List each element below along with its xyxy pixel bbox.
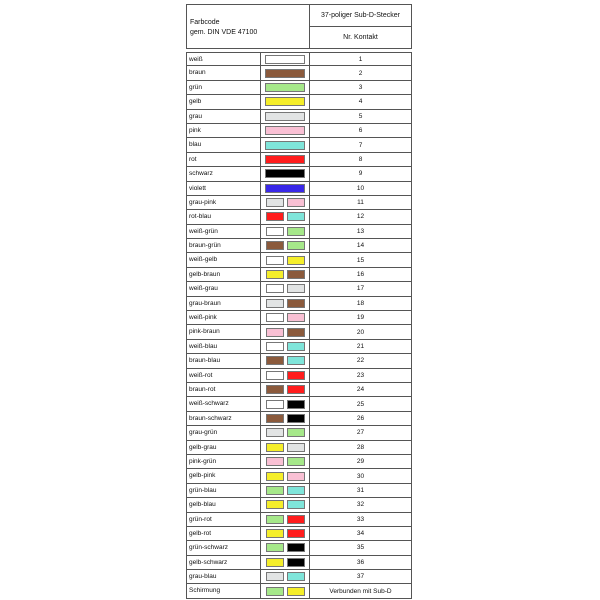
color-name: grau-braun bbox=[187, 297, 261, 310]
color-swatch bbox=[266, 241, 284, 250]
color-name: grau-blau bbox=[187, 570, 261, 583]
table-row bbox=[186, 253, 412, 267]
color-swatch bbox=[287, 212, 305, 221]
contact-number: 28 bbox=[356, 443, 365, 451]
table-row bbox=[186, 527, 412, 541]
color-swatch bbox=[266, 472, 284, 481]
color-swatch-cell bbox=[261, 53, 310, 65]
color-name: braun-rot bbox=[187, 383, 261, 396]
color-name: grün-rot bbox=[187, 513, 261, 526]
color-swatch bbox=[266, 212, 284, 221]
table-row bbox=[186, 239, 412, 253]
color-name: Schirmung bbox=[187, 584, 261, 597]
color-swatch-cell bbox=[261, 498, 310, 511]
contact-number: 20 bbox=[356, 328, 365, 336]
contact-number: 30 bbox=[356, 472, 365, 480]
color-swatch-cell bbox=[261, 124, 310, 137]
color-swatch-cell bbox=[261, 153, 310, 166]
table-row bbox=[186, 210, 412, 224]
color-name: gelb-pink bbox=[187, 469, 261, 482]
color-swatch bbox=[266, 342, 284, 351]
color-swatch-cell bbox=[261, 556, 310, 569]
color-swatch bbox=[266, 543, 284, 552]
color-swatch-cell bbox=[261, 66, 310, 79]
color-swatch bbox=[266, 457, 284, 466]
heading-line-1: Farbcode bbox=[190, 19, 220, 26]
color-swatch bbox=[287, 227, 305, 236]
contact-number: 32 bbox=[356, 501, 365, 509]
color-swatch bbox=[266, 256, 284, 265]
color-swatch bbox=[266, 587, 284, 596]
color-swatch bbox=[266, 198, 284, 207]
contact-number: 18 bbox=[356, 299, 365, 307]
color-swatch-cell bbox=[261, 469, 310, 482]
table-row bbox=[186, 196, 412, 210]
table-row bbox=[186, 455, 412, 469]
color-name: grün-blau bbox=[187, 484, 261, 497]
color-name: braun bbox=[187, 66, 261, 79]
table-body bbox=[186, 52, 412, 599]
color-swatch bbox=[266, 414, 284, 423]
color-swatch bbox=[287, 486, 305, 495]
contact-number: 36 bbox=[356, 558, 365, 566]
color-swatch bbox=[266, 313, 284, 322]
color-swatch-cell bbox=[261, 340, 310, 353]
color-swatch bbox=[266, 385, 284, 394]
contact-number: 37 bbox=[356, 573, 365, 581]
table-row bbox=[186, 484, 412, 498]
table-row bbox=[186, 52, 412, 66]
color-swatch bbox=[266, 328, 284, 337]
heading-line-2: gem. DIN VDE 47100 bbox=[190, 29, 258, 36]
table-row bbox=[186, 311, 412, 325]
color-swatch-cell bbox=[261, 81, 310, 94]
color-swatch-cell bbox=[261, 412, 310, 425]
color-swatch-cell bbox=[261, 95, 310, 108]
color-swatch bbox=[266, 371, 284, 380]
color-swatch bbox=[265, 169, 305, 178]
color-swatch bbox=[287, 443, 305, 452]
table-row bbox=[186, 81, 412, 95]
color-swatch-cell bbox=[261, 527, 310, 540]
color-swatch bbox=[266, 486, 284, 495]
color-name: weiß-rot bbox=[187, 369, 261, 382]
color-name: violett bbox=[187, 182, 261, 195]
color-swatch-cell bbox=[261, 484, 310, 497]
color-swatch bbox=[266, 284, 284, 293]
connector-heading bbox=[310, 5, 411, 48]
contact-number: 19 bbox=[356, 314, 365, 322]
color-swatch bbox=[266, 443, 284, 452]
table-row bbox=[186, 225, 412, 239]
table-row bbox=[186, 412, 412, 426]
contact-number: 14 bbox=[356, 242, 365, 250]
table-row bbox=[186, 584, 412, 598]
color-swatch-cell bbox=[261, 570, 310, 583]
color-swatch-cell bbox=[261, 325, 310, 338]
color-swatch bbox=[265, 69, 305, 78]
color-swatch bbox=[265, 141, 305, 150]
table-row bbox=[186, 95, 412, 109]
table-row bbox=[186, 66, 412, 80]
contact-number: 21 bbox=[356, 343, 365, 350]
color-swatch-cell bbox=[261, 354, 310, 367]
color-swatch bbox=[266, 227, 284, 236]
color-swatch bbox=[266, 500, 284, 509]
color-name: blau bbox=[187, 138, 261, 151]
color-swatch bbox=[287, 529, 305, 538]
table-row bbox=[186, 110, 412, 124]
color-swatch bbox=[265, 112, 305, 121]
table-row bbox=[186, 354, 412, 368]
color-name: grau-grün bbox=[187, 426, 261, 439]
color-swatch bbox=[287, 457, 305, 466]
table-row bbox=[186, 556, 412, 570]
color-swatch bbox=[265, 126, 305, 135]
color-swatch bbox=[287, 342, 305, 351]
color-name: grau-pink bbox=[187, 196, 261, 209]
color-swatch bbox=[287, 572, 305, 581]
color-swatch-cell bbox=[261, 455, 310, 468]
color-name: gelb-rot bbox=[187, 527, 261, 540]
color-swatch bbox=[287, 385, 305, 394]
color-name: gelb bbox=[187, 95, 261, 108]
color-name: grün-schwarz bbox=[187, 541, 261, 554]
color-swatch-cell bbox=[261, 311, 310, 324]
table-row bbox=[186, 138, 412, 152]
contact-number: 34 bbox=[356, 530, 365, 538]
color-swatch-cell bbox=[261, 282, 310, 295]
contact-number: 23 bbox=[356, 371, 365, 379]
color-name: gelb-schwarz bbox=[187, 556, 261, 569]
color-swatch bbox=[287, 356, 305, 365]
contact-number: 13 bbox=[356, 227, 365, 235]
color-name: schwarz bbox=[187, 167, 261, 180]
contact-number: 1 bbox=[358, 55, 363, 63]
contact-number: 11 bbox=[357, 199, 364, 207]
color-swatch bbox=[287, 414, 305, 423]
table-row bbox=[186, 383, 412, 397]
table-row bbox=[186, 325, 412, 339]
color-swatch bbox=[266, 558, 284, 567]
table-row bbox=[186, 397, 412, 411]
color-swatch bbox=[266, 299, 284, 308]
color-swatch-cell bbox=[261, 397, 310, 410]
color-swatch-cell bbox=[261, 383, 310, 396]
contact-number: 29 bbox=[356, 458, 365, 466]
color-name: rot-blau bbox=[187, 210, 261, 223]
color-swatch bbox=[266, 515, 284, 524]
color-name: rot bbox=[187, 153, 261, 166]
color-name: weiß-gelb bbox=[187, 253, 261, 266]
table-row bbox=[186, 498, 412, 512]
contact-number: 8 bbox=[358, 155, 363, 163]
contact-number: 3 bbox=[358, 83, 363, 91]
table-row bbox=[186, 167, 412, 181]
contact-number: 33 bbox=[356, 515, 365, 523]
color-swatch-cell bbox=[261, 138, 310, 151]
color-name: braun-grün bbox=[187, 239, 261, 252]
table-row bbox=[186, 297, 412, 311]
color-swatch bbox=[287, 313, 305, 322]
color-swatch bbox=[287, 241, 305, 250]
contact-number: 7 bbox=[358, 141, 363, 149]
contact-number: 6 bbox=[358, 127, 363, 135]
color-swatch bbox=[287, 371, 305, 380]
color-swatch bbox=[287, 284, 305, 293]
color-swatch-cell bbox=[261, 513, 310, 526]
color-name: weiß-grau bbox=[187, 282, 261, 295]
contact-number: 4 bbox=[358, 98, 363, 106]
color-swatch-cell bbox=[261, 110, 310, 123]
color-swatch bbox=[265, 184, 305, 193]
color-name: grün bbox=[187, 81, 261, 94]
color-name: pink-grün bbox=[187, 455, 261, 468]
table-row bbox=[186, 570, 412, 584]
color-name: pink bbox=[187, 124, 261, 137]
color-name: weiß bbox=[187, 53, 261, 65]
color-swatch bbox=[266, 356, 284, 365]
color-swatch-cell bbox=[261, 297, 310, 310]
contact-number: 17 bbox=[356, 285, 365, 293]
color-swatch bbox=[287, 299, 305, 308]
color-swatch-cell bbox=[261, 268, 310, 281]
color-name: gelb-grau bbox=[187, 441, 261, 454]
table-row bbox=[186, 340, 412, 354]
color-swatch bbox=[265, 155, 305, 164]
table-row bbox=[186, 541, 412, 555]
table-row bbox=[186, 513, 412, 527]
table-row bbox=[186, 441, 412, 455]
color-name: weiß-pink bbox=[187, 311, 261, 324]
contact-number: Verbunden mit Sub-D bbox=[329, 587, 392, 595]
contact-number: 35 bbox=[356, 544, 365, 552]
color-name: braun-schwarz bbox=[187, 412, 261, 425]
color-swatch-cell bbox=[261, 182, 310, 195]
color-swatch bbox=[287, 558, 305, 567]
color-swatch-cell bbox=[261, 210, 310, 223]
color-name: weiß-schwarz bbox=[187, 397, 261, 410]
color-name: weiß-grün bbox=[187, 225, 261, 238]
color-swatch bbox=[266, 428, 284, 437]
color-swatch-cell bbox=[261, 584, 310, 597]
color-swatch bbox=[287, 428, 305, 437]
table-row bbox=[186, 268, 412, 282]
color-name: weiß-blau bbox=[187, 340, 261, 353]
color-code-heading bbox=[187, 5, 310, 48]
color-swatch bbox=[265, 83, 305, 92]
table-header bbox=[186, 4, 412, 49]
table-row bbox=[186, 153, 412, 167]
table-row bbox=[186, 182, 412, 196]
color-code-table bbox=[186, 4, 412, 599]
color-swatch bbox=[287, 270, 305, 279]
color-swatch-cell bbox=[261, 225, 310, 238]
contact-number: 22 bbox=[356, 357, 365, 365]
table-row bbox=[186, 124, 412, 138]
color-swatch-cell bbox=[261, 196, 310, 209]
color-name: grau bbox=[187, 110, 261, 123]
contact-number: 31 bbox=[356, 486, 365, 494]
table-row bbox=[186, 469, 412, 483]
color-swatch-cell bbox=[261, 441, 310, 454]
color-swatch bbox=[266, 572, 284, 581]
contact-number: 26 bbox=[356, 414, 365, 422]
contact-number: 16 bbox=[356, 271, 365, 279]
contact-number: 5 bbox=[358, 112, 363, 120]
color-swatch-cell bbox=[261, 426, 310, 439]
color-swatch-cell bbox=[261, 253, 310, 266]
contact-number: 12 bbox=[356, 213, 365, 221]
color-name: gelb-blau bbox=[187, 498, 261, 511]
color-swatch-cell bbox=[261, 167, 310, 180]
contact-number: 2 bbox=[358, 69, 363, 77]
color-swatch-cell bbox=[261, 239, 310, 252]
contact-number: 25 bbox=[356, 400, 365, 408]
contact-number: 9 bbox=[358, 170, 363, 178]
color-swatch bbox=[265, 55, 305, 64]
color-swatch bbox=[266, 529, 284, 538]
color-swatch bbox=[287, 515, 305, 524]
color-swatch-cell bbox=[261, 541, 310, 554]
contact-number: 24 bbox=[356, 386, 365, 394]
contact-number: 15 bbox=[356, 256, 365, 264]
color-name: gelb-braun bbox=[187, 268, 261, 281]
color-swatch-cell bbox=[261, 369, 310, 382]
table-row bbox=[186, 426, 412, 440]
contact-number: 27 bbox=[356, 429, 365, 437]
color-swatch bbox=[287, 500, 305, 509]
color-swatch bbox=[266, 270, 284, 279]
table-row bbox=[186, 369, 412, 383]
contact-number: 10 bbox=[356, 184, 365, 192]
color-swatch bbox=[287, 587, 305, 596]
color-swatch bbox=[287, 328, 305, 337]
color-swatch bbox=[287, 472, 305, 481]
table-row bbox=[186, 282, 412, 296]
color-name: pink-braun bbox=[187, 325, 261, 338]
color-swatch bbox=[287, 256, 305, 265]
color-swatch bbox=[287, 543, 305, 552]
color-swatch bbox=[287, 400, 305, 409]
color-swatch bbox=[287, 198, 305, 207]
color-name: braun-blau bbox=[187, 354, 261, 367]
color-swatch bbox=[266, 400, 284, 409]
color-swatch bbox=[265, 97, 305, 106]
contact-number-heading: Nr. Kontakt bbox=[343, 34, 378, 41]
connector-title: 37-poliger Sub-D-Stecker bbox=[310, 5, 411, 27]
